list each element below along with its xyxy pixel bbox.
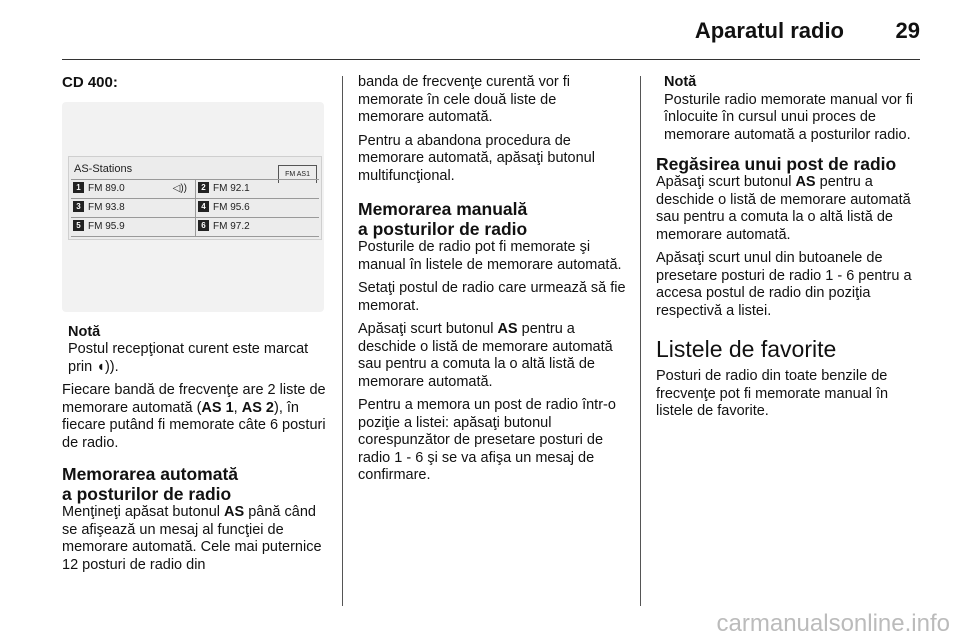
display-title: AS-Stations xyxy=(74,162,133,175)
page-number: 29 xyxy=(895,18,920,43)
preset-3: 3 FM 93.8 xyxy=(71,199,193,217)
note-current-station xyxy=(68,324,334,377)
paragraph-find-preset: Apăsaţi scurt unul din butoanele de presetare posturi de radio 1 - 6 pentru a accesa postul de radio din poziţia respectivă a listei. xyxy=(656,250,912,319)
device-label: CD 400: xyxy=(62,74,118,91)
paragraph-find-as: Apăsaţi scurt butonul AS pentru a deschide o listă de memorare automată sau pentru a comuta la o altă listă de memorare automată. xyxy=(656,174,911,243)
preset-number-icon: 2 xyxy=(198,182,209,193)
note-title: Notă xyxy=(664,74,697,90)
paragraph-manual-intro: Posturile de radio pot fi memorate şi manual în listele de memorare automată. xyxy=(358,239,622,273)
speaker-icon: ◁)) xyxy=(172,182,187,194)
column-2 xyxy=(358,74,626,491)
note-manual-replaced xyxy=(664,74,922,144)
preset-5: 5 FM 95.9 xyxy=(71,218,193,236)
preset-number-icon: 5 xyxy=(73,220,84,231)
paragraph-favourites: Posturi de radio din toate benzile de frecvenţe pot fi memorate manual în listele de favorite. xyxy=(656,368,889,419)
header-rule xyxy=(62,59,920,60)
note-text: Postul recepţionat curent este marcat prin ◖)). xyxy=(68,341,309,375)
column-divider-2 xyxy=(640,76,641,606)
watermark: carmanualsonline.info xyxy=(716,610,950,637)
paragraph-abandon: Pentru a abandona procedura de memorare automată, apăsaţi butonul multifuncţional. xyxy=(358,132,595,184)
preset-4: 4 FM 95.6 xyxy=(196,199,318,217)
preset-6: 6 FM 97.2 xyxy=(196,218,318,236)
as-stations-display xyxy=(68,156,322,240)
preset-2: 2 FM 92.1 xyxy=(196,180,318,198)
paragraph-store-position: Pentru a memora un post de radio într-o poziţie a listei: apăsaţi butonul corespunzător de presetare posturi de radio 1 - 6 şi se va afişa un mesaj de confirmare. xyxy=(358,397,616,483)
heading-manual-store: Memorarea manuală a posturilor de radio xyxy=(358,199,528,239)
heading-find-station: Regăsirea unui post de radio xyxy=(656,154,897,174)
preset-number-icon: 3 xyxy=(73,201,84,212)
preset-number-icon: 4 xyxy=(198,201,209,212)
paragraph-set-station: Setaţi postul de radio care urmează să fie memorat. xyxy=(358,280,626,314)
heading-auto-store: Memorarea automată a posturilor de radio xyxy=(62,464,239,504)
column-3 xyxy=(656,74,922,427)
paragraph-continued: banda de frecvenţe curentă vor fi memorate în cele două liste de memorare automată. xyxy=(358,74,570,125)
display-badge: FM AS1 xyxy=(278,165,317,184)
radio-display-image xyxy=(62,102,324,312)
column-1 xyxy=(62,74,334,580)
note-title: Notă xyxy=(68,323,101,340)
preset-1: 1 FM 89.0 ◁)) xyxy=(71,180,193,198)
preset-number-icon: 6 xyxy=(198,220,209,231)
paragraph-auto-store: Menţineţi apăsat butonul AS până când se afişează un mesaj al funcţiei de memorare automată. Cele mai puternice 12 posturi de radio din xyxy=(62,504,322,573)
paragraph-as-lists: Fiecare bandă de frecvenţe are 2 liste de memorare automată (AS 1, AS 2), în fiecare putând fi memorate câte 6 posturi de radio. xyxy=(62,382,326,451)
speaker-icon: ◖)) xyxy=(96,358,115,375)
note-text: Posturile radio memorate manual vor fi înlocuite în cursul unui proces de memorare automată a posturilor radio. xyxy=(664,91,914,143)
column-divider-1 xyxy=(342,76,343,606)
paragraph-press-as: Apăsaţi scurt butonul AS pentru a deschide o listă de memorare automată sau pentru a comuta la o altă listă de memorare automată. xyxy=(358,321,613,390)
page-header-title: Aparatul radio xyxy=(694,18,844,43)
heading-favourites: Listele de favorite xyxy=(656,336,837,362)
preset-number-icon: 1 xyxy=(73,182,84,193)
